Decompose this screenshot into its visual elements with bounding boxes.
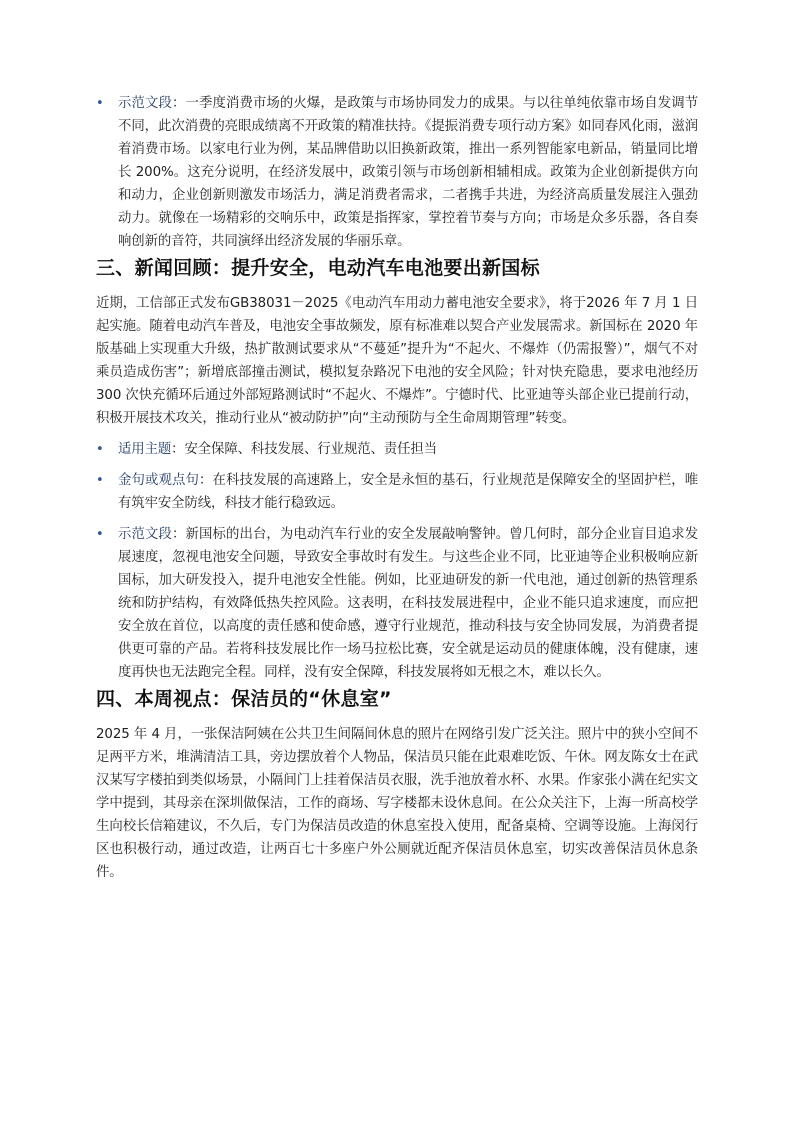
bullet-lead: 示范文段	[118, 96, 172, 111]
section-4-paragraph: 2025 年 4 月，一张保洁阿姨在公共卫生间隔间休息的照片在网络引发广泛关注。照片中的狭小空间不足两平方米，堆满清洁工具，旁边摆放着个人物品，保洁员只能在此艰难吃饭、午休。网友陈女士在武汉某写字楼拍到类似场景，小隔间门上挂着保洁员衣服，洗手池放着水杯、水果。作家张小满在纪实文学中提到，其母亲在深圳做保洁，工作的商场、写字楼都未设休息间。在公众关注下，上海一所高校学生向校长信箱建议，不久后，专门为保洁员改造的休息室投入使用，配备桌椅、空调等设施。上海闵行区也积极行动，通过改造，让两百七十多座户外公厕就近配齐保洁员休息室，切实改善保洁员休息条件。	[96, 727, 698, 880]
bullet-text: ：一季度消费市场的火爆，是政策与市场协同发力的成果。与以往单纯依靠市场自发调节不同，此次消费的亮眼成绩离不开政策的精准扶持。《提振消费专项行动方案》如同春风化雨，滋润着消费市场。以家电行业为例，某品牌借助以旧换新政策，推出一系列智能家电新品，销量同比增长 200%。这充分说明，在经济发展中，政策引领与市场创新相辅相成。政策为企业创新提供方向和动力，企业创新则激发市场活力，满足消费者需求，二者携手共进，为经济高质量发展注入强劲动力。就像在一场精彩的交响乐中，政策是指挥家，掌控着节奏与方向；市场是众多乐器，各自奏响创新的音符，共同演绎出经济发展的华丽乐章。	[118, 96, 698, 249]
bullet-dot-icon: •	[96, 96, 104, 111]
bullet-lead: 示范文段	[118, 527, 172, 542]
section-3-bullets	[96, 438, 698, 684]
bullet-item-example-paragraph	[96, 523, 698, 684]
bullet-lead: 适用主题	[118, 442, 172, 457]
section-3-paragraph: 近期，工信部正式发布GB38031－2025《电动汽车用动力蓄电池安全要求》，将于2026 年 7 月 1 日起实施。随着电动汽车普及，电池安全事故频发，原有标准难以契合产业发展需求。新国标在 2020 年版基础上实现重大升级，热扩散测试要求从“不蔓延”提升为“不起火、不爆炸（仍需报警）”，烟气不对乘员造成伤害”；新增底部撞击测试，模拟复杂路况下电池的安全风险；针对快充隐患，要求电池经历 300 次快充循环后通过外部短路测试时“不起火、不爆炸”。宁德时代、比亚迪等头部企业已提前行动，积极开展技术攻关，推动行业从“被动防护”向“主动预防与全生命周期管理”转变。	[96, 296, 698, 426]
bullet-text: ：在科技发展的高速路上，安全是永恒的基石，行业规范是保障安全的坚固护栏，唯有筑牢安全防线，科技才能行稳致远。	[118, 473, 698, 511]
section-4-title: 四、本周视点：保洁员的“休息室”	[96, 688, 392, 710]
bullet-text: ：安全保障、科技发展、行业规范、责任担当	[171, 442, 437, 457]
bullet-dot-icon: •	[96, 527, 104, 542]
bullet-lead: 金句或观点句	[118, 473, 199, 488]
bullet-item-example-paragraph	[96, 92, 698, 253]
bullet-text: ：新国标的出台，为电动汽车行业的安全发展敲响警钟。曾几何时，部分企业盲目追求发展速度，忽视电池安全问题，导致安全事故时有发生。与这些企业不同，比亚迪等企业积极响应新国标，加大研发投入，提升电池安全性能。例如，比亚迪研发的新一代电池，通过创新的热管理系统和防护结构，有效降低热失控风险。这表明，在科技发展进程中，企业不能只追求速度，而应把安全放在首位，以高度的责任感和使命感，遵守行业规范，推动科技与安全协同发展，为消费者提供更可靠的产品。若将科技发展比作一场马拉松比赛，安全就是运动员的健康体魄，没有健康，速度再快也无法跑完全程。同样，没有安全保障，科技发展将如无根之木，难以长久。	[118, 527, 698, 680]
bullet-dot-icon: •	[96, 442, 104, 457]
section-3-title: 三、新闻回顾：提升安全，电动汽车电池要出新国标	[96, 257, 540, 279]
bullet-item-golden-sentence	[96, 469, 698, 515]
prev-section-bullets	[96, 92, 698, 253]
bullet-item-themes	[96, 438, 698, 461]
bullet-dot-icon: •	[96, 473, 104, 488]
